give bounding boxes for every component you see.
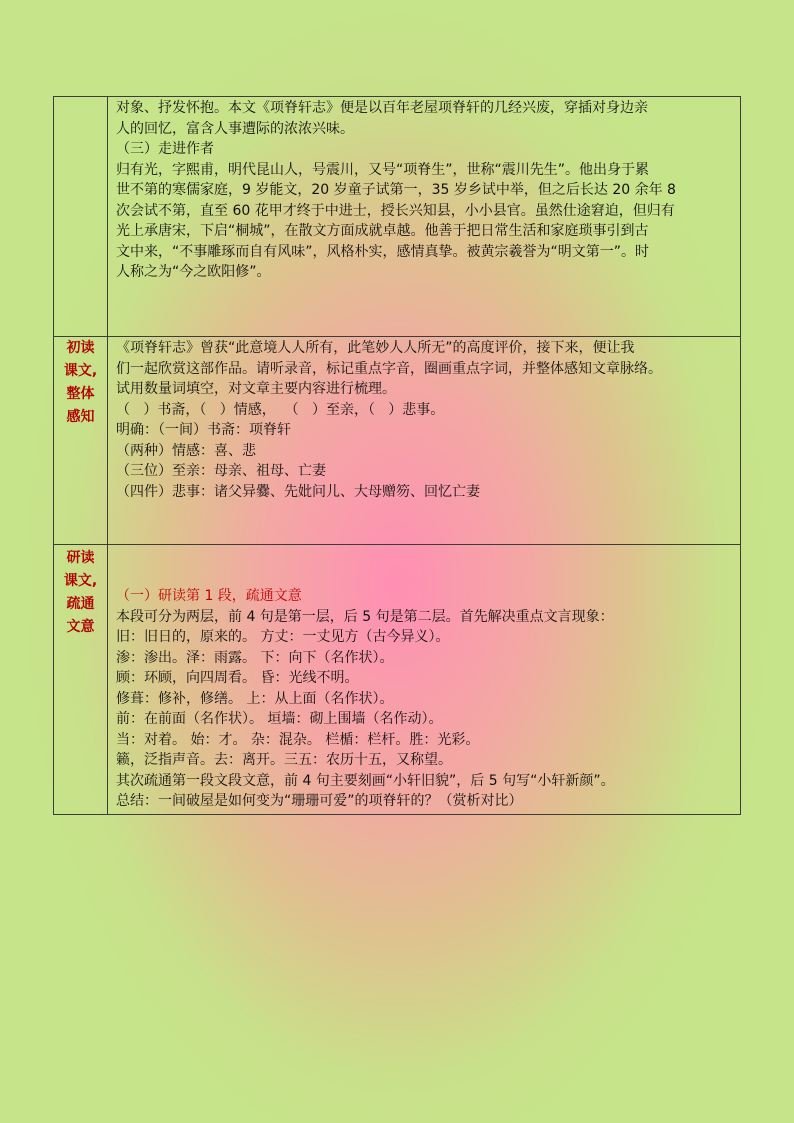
row-content-cell	[108, 545, 741, 815]
label-line: 文意	[66, 619, 95, 635]
text-line: 人的回忆，富含人事遭际的浓浓兴味。	[116, 120, 354, 137]
table-row	[54, 545, 741, 815]
text-line: （两种）情感：喜、悲	[116, 442, 256, 459]
text-line: 修葺：修补，修缮。 上：从上面（名作状）。	[116, 690, 394, 707]
text-line: 归有光，字熙甫，明代昆山人，号震川，又号“项脊生”，世称“震川先生”。他出身于累	[116, 161, 650, 178]
row-content-cell	[108, 97, 741, 337]
fill-in-line: （ ）书斋，（ ）情感， （ ）至亲，（ ）悲事。	[116, 401, 445, 418]
row-label	[54, 545, 107, 639]
text-line: 渗：渗出。泽：雨露。 下：向下（名作状）。	[116, 649, 394, 666]
row-label	[54, 337, 107, 429]
table-row	[54, 337, 741, 545]
text-line: 对象、抒发怀抱。本文《项脊轩志》便是以百年老屋项脊轩的几经兴废，穿插对身边亲	[116, 100, 648, 116]
row-label-cell	[54, 97, 108, 337]
text-line: 们一起欣赏这部作品。请听录音，标记重点字音，圈画重点字词，并整体感知文章脉络。	[116, 360, 662, 377]
row-label-cell	[54, 337, 108, 545]
label-line: 研读	[66, 550, 95, 566]
text-line: 顾：环顾，向四周看。 昏：光线不明。	[116, 670, 359, 686]
row-label-cell	[54, 545, 108, 815]
text-line: 试用数量词填空，对文章主要内容进行梳理。	[116, 381, 396, 397]
text-line: 文中来，“不事雕琢而自有风味”，风格朴实，感情真挚。被黄宗羲誉为“明文第一”。时	[116, 243, 650, 260]
text-line: 其次疏通第一段文段文意，前 4 句主要刻画“小轩旧貌”，后 5 句写“小轩新颜”。	[116, 772, 615, 789]
label-line: 课文,	[63, 363, 98, 379]
section-heading: （三）走进作者	[116, 141, 214, 157]
label-line: 疏通	[66, 596, 95, 612]
label-line: 整体	[66, 386, 95, 402]
text-line: 次会试不第，直至 60 花甲才终于中进士，授长兴知县，小小县官。虽然仕途窘迫，但归有	[116, 202, 675, 219]
text-line: 前：在前面（名作状）。 垣墙：砌上围墙（名作动）。	[116, 711, 443, 727]
table-row	[54, 97, 741, 337]
section-heading: （一）研读第 1 段，疏通文意	[116, 588, 302, 604]
row-content	[108, 545, 740, 812]
text-line: 光上承唐宋，下启“桐城”，在散文方面成就卓越。他善于把日常生活和家庭琐事引到古	[116, 223, 649, 239]
label-line: 感知	[66, 409, 95, 425]
row-content	[108, 97, 740, 283]
text-line: （四件）悲事：诸父异爨、先妣问儿、大母赠笏、回忆亡妻	[116, 483, 480, 500]
row-content-cell	[108, 337, 741, 545]
text-line: 人称之为“今之欧阳修”。	[116, 264, 271, 280]
lesson-plan-table	[53, 96, 741, 815]
row-content	[108, 337, 740, 502]
text-line: （三位）至亲：母亲、祖母、亡妻	[116, 463, 326, 479]
label-line: 初读	[66, 340, 95, 356]
text-line: 总结：一间破屋是如何变为“珊珊可爱”的项脊轩的？（赏析对比）	[116, 793, 523, 809]
label-line: 课文,	[63, 573, 98, 589]
text-line: 籁，泛指声音。去：离开。三五：农历十五，又称望。	[116, 752, 452, 768]
text-line: 本段可分为两层，前 4 句是第一层，后 5 句是第二层。首先解决重点文言现象：	[116, 608, 614, 625]
text-line: 明确：（一间）书斋：项脊轩	[116, 422, 291, 438]
text-line: 旧：旧日的，原来的。 方丈：一丈见方（古今异义）。	[116, 629, 450, 645]
text-line: 世不第的寒儒家庭，9 岁能文，20 岁童子试第一，35 岁乡试中举，但之后长达 20 余年 8	[116, 182, 676, 198]
text-line: 当：对着。 始：才。 杂：混杂。 栏楯：栏杆。胜：光彩。	[116, 731, 480, 748]
text-line: 《项脊轩志》曾获“此意境人人所有，此笔妙人人所无”的高度评价，接下来，便让我	[116, 340, 635, 356]
